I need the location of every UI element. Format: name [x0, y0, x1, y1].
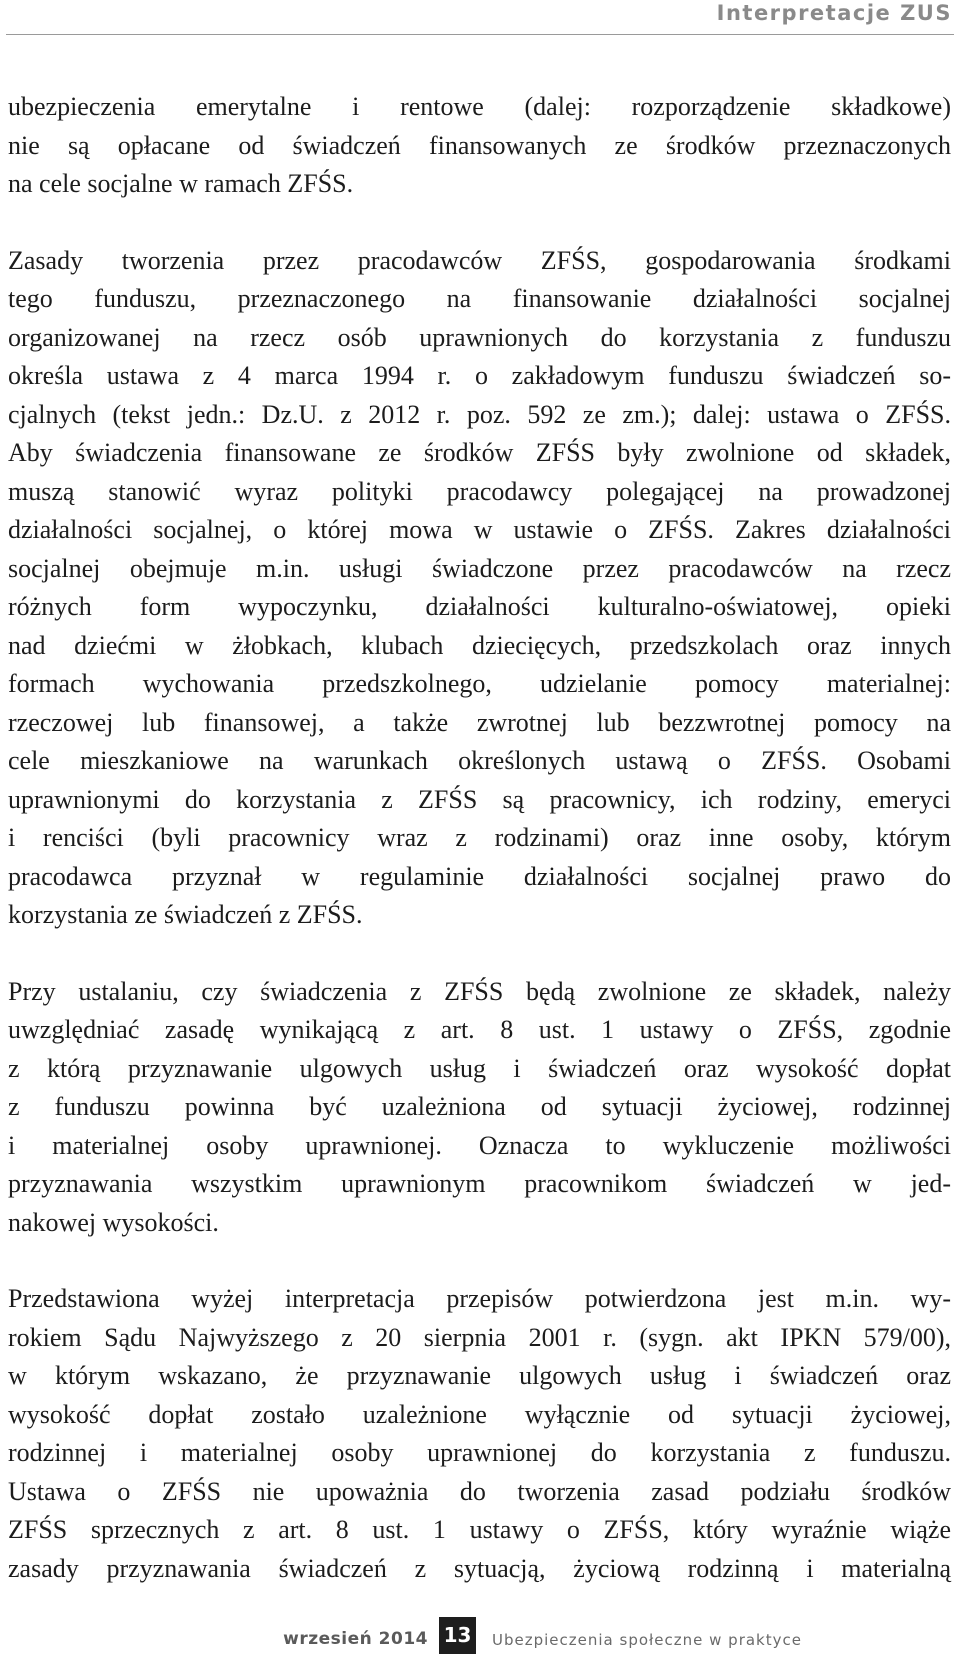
- body-paragraph: [8, 88, 951, 204]
- paragraph-line: tego funduszu, przeznaczonego na finansowanie działalności socjalnej: [8, 284, 951, 313]
- paragraph-line: rodzinnej i materialnej osoby uprawnionej do korzystania z funduszu.: [8, 1438, 951, 1467]
- paragraph-line: rzeczowej lub finansowej, a także zwrotnej lub bezzwrotnej pomocy na: [8, 707, 951, 737]
- article-body: [8, 88, 951, 1588]
- paragraph-line: muszą stanowić wyraz polityki pracodawcy polegającej na prowadzonej: [8, 476, 951, 506]
- paragraph-line: cele mieszkaniowe na warunkach określonych ustawą o ZFŚS. Osobami: [8, 746, 951, 775]
- paragraph-line: wysokość dopłat zostało uzależnione wyłącznie od sytuacji życiowej,: [8, 1399, 951, 1429]
- paragraph-line: określa ustawa z 4 marca 1994 r. o zakładowym funduszu świadczeń so-: [8, 361, 951, 390]
- header-divider: [6, 34, 954, 35]
- page-number-badge: 13: [439, 1617, 476, 1654]
- paragraph-line: przyznawania wszystkim uprawnionym pracownikom świadczeń w jed-: [8, 1169, 951, 1198]
- paragraph-line: uwzględniać zasadę wynikającą z art. 8 ust. 1 ustawy o ZFŚS, zgodnie: [8, 1015, 951, 1044]
- paragraph-line: organizowanej na rzecz osób uprawnionych do korzystania z funduszu: [8, 322, 951, 352]
- paragraph-line: i renciści (byli pracownicy wraz z rodzinami) oraz inne osoby, którym: [8, 823, 951, 852]
- paragraph-line: w którym wskazano, że przyznawanie ulgowych usług i świadczeń oraz: [8, 1361, 951, 1390]
- paragraph-line: korzystania ze świadczeń z ZFŚS.: [8, 900, 363, 929]
- paragraph-line: pracodawca przyznał w regulaminie działalności socjalnej prawo do: [8, 861, 951, 891]
- issue-date: wrzesień 2014: [283, 1629, 428, 1649]
- paragraph-line: i materialnej osoby uprawnionej. Oznacza to wykluczenie możliwości: [8, 1130, 951, 1160]
- body-paragraph: [8, 242, 951, 935]
- paragraph-line: Przy ustalaniu, czy świadczenia z ZFŚS będą zwolnione ze składek, należy: [8, 976, 951, 1006]
- page-footer: [0, 1598, 960, 1657]
- paragraph-line: rokiem Sądu Najwyższego z 20 sierpnia 2001 r. (sygn. akt IPKN 579/00),: [8, 1322, 951, 1352]
- body-paragraph: [8, 1280, 951, 1588]
- paragraph-line: Ustawa o ZFŚS nie upoważnia do tworzenia zasad podziału środków: [8, 1476, 951, 1506]
- paragraph-line: formach wychowania przedszkolnego, udzielanie pomocy materialnej:: [8, 669, 951, 698]
- body-paragraph: [8, 973, 951, 1243]
- paragraph-line: nakowej wysokości.: [8, 1207, 219, 1237]
- paragraph-line: różnych form wypoczynku, działalności kulturalno-oświatowej, opieki: [8, 592, 951, 621]
- paragraph-line: nad dziećmi w żłobkach, klubach dziecięcych, przedszkolach oraz innych: [8, 630, 951, 660]
- paragraph-line: Przedstawiona wyżej interpretacja przepisów potwierdzona jest m.in. wy-: [8, 1284, 951, 1313]
- publication-title: Ubezpieczenia społeczne w praktyce: [492, 1631, 802, 1649]
- paragraph-line: ubezpieczenia emerytalne i rentowe (dalej: rozporządzenie składkowe): [8, 92, 951, 121]
- paragraph-line: socjalnej obejmuje m.in. usługi świadczone przez pracodawców na rzecz: [8, 553, 951, 583]
- paragraph-line: z funduszu powinna być uzależniona od sytuacji życiowej, rodzinnej: [8, 1092, 951, 1121]
- paragraph-line: działalności socjalnej, o której mowa w ustawie o ZFŚS. Zakres działalności: [8, 515, 951, 544]
- paragraph-line: Aby świadczenia finansowane ze środków ZFŚS były zwolnione od składek,: [8, 438, 951, 467]
- paragraph-line: cjalnych (tekst jedn.: Dz.U. z 2012 r. poz. 592 ze zm.); dalej: ustawa o ZFŚS.: [8, 399, 951, 429]
- paragraph-line: zasady przyznawania świadczeń z sytuacją, życiową rodzinną i materialną: [8, 1553, 951, 1583]
- paragraph-line: ZFŚS sprzecznych z art. 8 ust. 1 ustawy o ZFŚS, który wyraźnie wiąże: [8, 1515, 951, 1544]
- running-header: [0, 0, 960, 36]
- paragraph-line: uprawnionymi do korzystania z ZFŚS są pracownicy, ich rodziny, emeryci: [8, 784, 951, 814]
- paragraph-line: z którą przyznawanie ulgowych usług i świadczeń oraz wysokość dopłat: [8, 1053, 951, 1083]
- paragraph-line: nie są opłacane od świadczeń finansowanych ze środków przeznaczonych: [8, 130, 951, 160]
- header-section-title: Interpretacje ZUS: [716, 1, 952, 25]
- paragraph-line: Zasady tworzenia przez pracodawców ZFŚS, gospodarowania środkami: [8, 245, 951, 275]
- paragraph-line: na cele socjalne w ramach ZFŚS.: [8, 169, 354, 198]
